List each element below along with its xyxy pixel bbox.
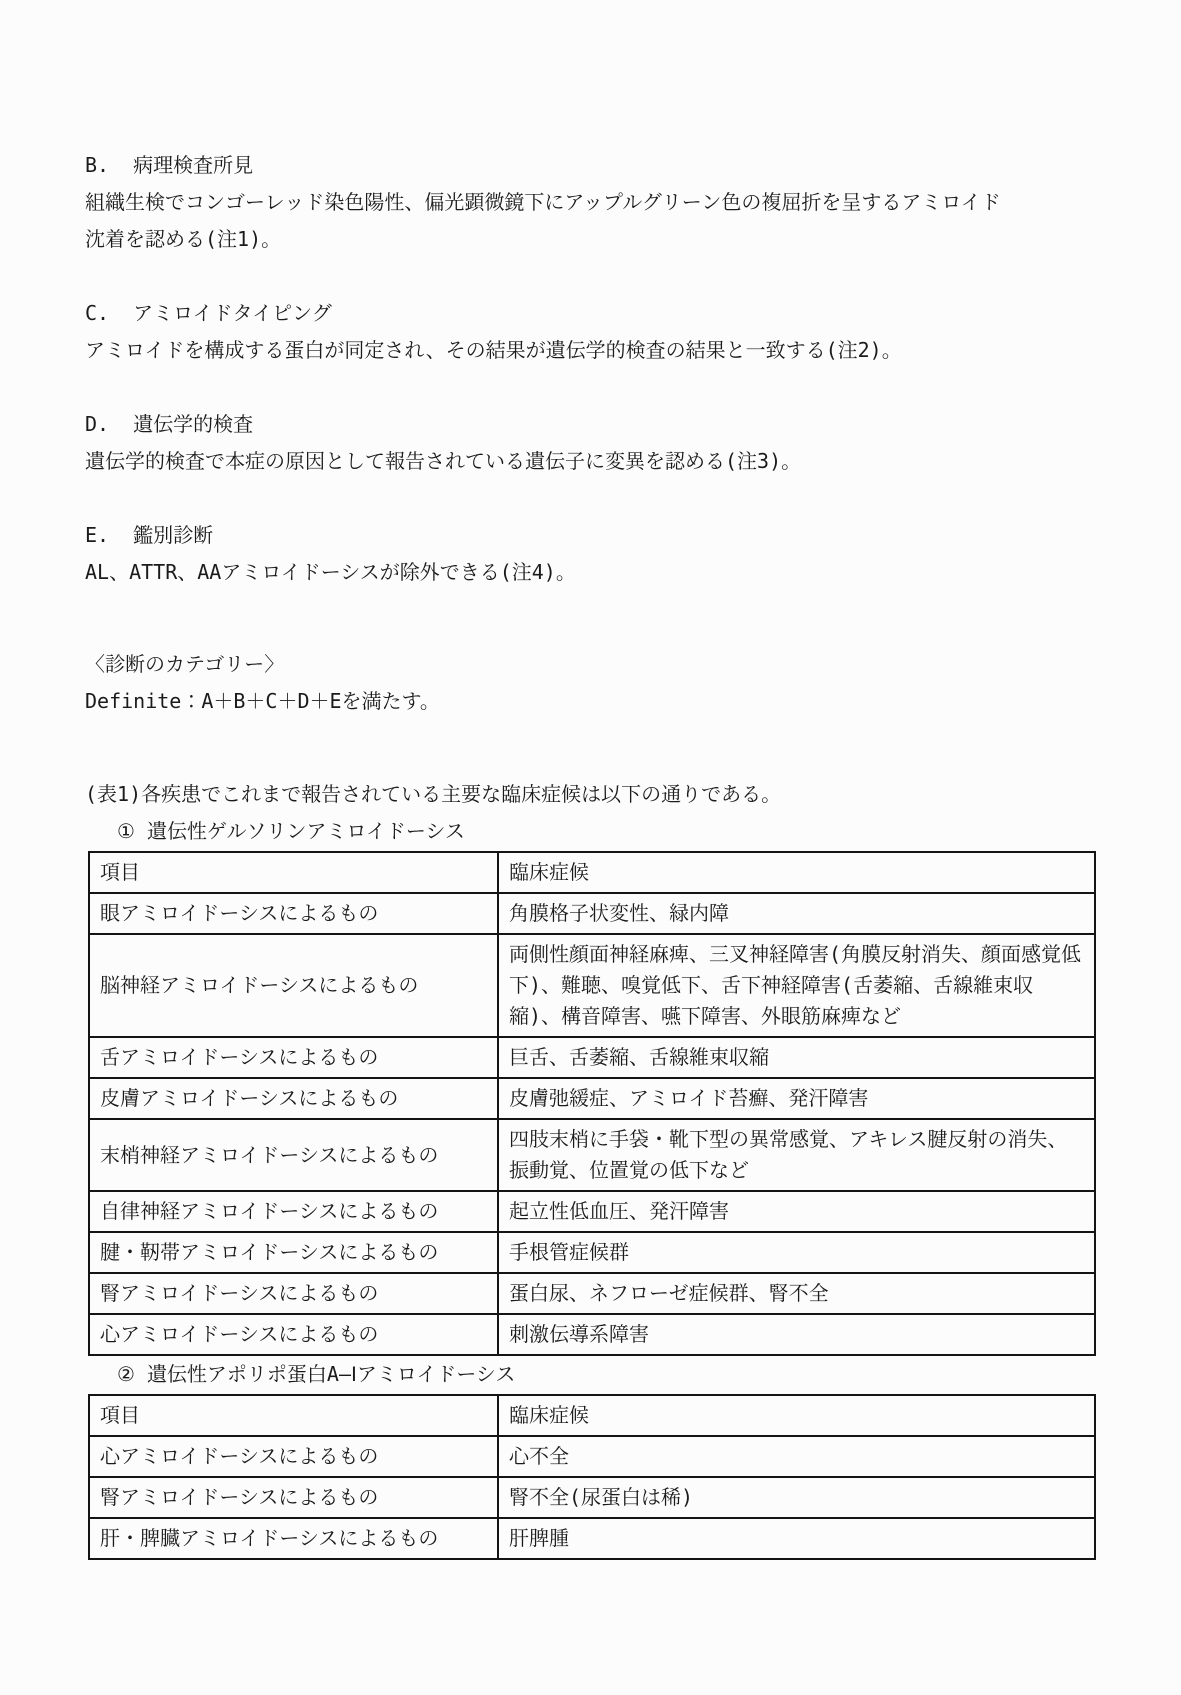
row-symptom-cell: 起立性低血圧、発汗障害 (498, 1191, 1095, 1232)
section-e-heading: E. 鑑別診断 (85, 523, 214, 547)
row-symptom-cell: 両側性顔面神経麻痺、三叉神経障害(角膜反射消失、顔面感覚低下)、難聴、嗅覚低下、舌下神経障害(舌萎縮、舌線維束収縮)、構音障害、嚥下障害、外眼筋麻痺など (498, 934, 1095, 1037)
row-item-cell: 舌アミロイドーシスによるもの (89, 1037, 498, 1078)
table-row (89, 1191, 1095, 1232)
column-header-symptoms: 臨床症候 (498, 1395, 1095, 1436)
table-row (89, 1518, 1095, 1559)
row-item-cell: 肝・脾臓アミロイドーシスによるもの (89, 1518, 498, 1559)
table-row (89, 1232, 1095, 1273)
row-symptom-cell: 四肢末梢に手袋・靴下型の異常感覚、アキレス腱反射の消失、振動覚、位置覚の低下など (498, 1119, 1095, 1191)
section-d-body: 遺伝学的検査で本症の原因として報告されている遺伝子に変異を認める(注3)。 (85, 449, 802, 473)
row-item-cell: 腱・靭帯アミロイドーシスによるもの (89, 1232, 498, 1273)
table-row (89, 1119, 1095, 1191)
row-symptom-cell: 肝脾腫 (498, 1518, 1095, 1559)
table-note: (表1)各疾患でこれまで報告されている主要な臨床症候は以下の通りである。 (85, 782, 782, 806)
row-item-cell: 心アミロイドーシスによるもの (89, 1436, 498, 1477)
row-item-cell: 脳神経アミロイドーシスによるもの (89, 934, 498, 1037)
table2-caption-title: 遺伝性アポリポ蛋白A―Ⅰアミロイドーシス (146, 1362, 516, 1386)
row-symptom-cell: 皮膚弛緩症、アミロイド苔癬、発汗障害 (498, 1078, 1095, 1119)
table1-caption-number: ① (117, 819, 135, 843)
table-row (89, 1037, 1095, 1078)
column-header-symptoms: 臨床症候 (498, 852, 1095, 893)
row-item-cell: 心アミロイドーシスによるもの (89, 1314, 498, 1355)
row-symptom-cell: 腎不全(尿蛋白は稀) (498, 1477, 1095, 1518)
row-symptom-cell: 蛋白尿、ネフローゼ症候群、腎不全 (498, 1273, 1095, 1314)
diagnosis-category-heading: 〈診断のカテゴリー〉 (85, 652, 285, 676)
row-item-cell: 腎アミロイドーシスによるもの (89, 1273, 498, 1314)
table-header-row (89, 852, 1095, 893)
table2-caption-number: ② (117, 1362, 135, 1386)
table1-caption-title: 遺伝性ゲルソリンアミロイドーシス (146, 819, 465, 843)
row-item-cell: 自律神経アミロイドーシスによるもの (89, 1191, 498, 1232)
table-row (89, 1477, 1095, 1518)
row-symptom-cell: 手根管症候群 (498, 1232, 1095, 1273)
column-header-item: 項目 (89, 852, 498, 893)
diagnosis-category-definite: Definite：A＋B＋C＋D＋Eを満たす。 (85, 689, 440, 713)
column-header-item: 項目 (89, 1395, 498, 1436)
table-apolipoprotein-a1-amyloidosis (88, 1394, 1096, 1560)
section-c-body: アミロイドを構成する蛋白が同定され、その結果が遺伝学的検査の結果と一致する(注2)。 (85, 338, 902, 362)
row-symptom-cell: 角膜格子状変性、緑内障 (498, 893, 1095, 934)
table-row (89, 893, 1095, 934)
table-header-row (89, 1395, 1095, 1436)
table-row (89, 1273, 1095, 1314)
row-symptom-cell: 心不全 (498, 1436, 1095, 1477)
document-body (85, 147, 1095, 1560)
section-b-heading: B. 病理検査所見 (85, 153, 254, 177)
row-symptom-cell: 巨舌、舌萎縮、舌線維束収縮 (498, 1037, 1095, 1078)
table-row (89, 1078, 1095, 1119)
section-c-heading: C. アミロイドタイピング (85, 301, 332, 325)
row-symptom-cell: 刺激伝導系障害 (498, 1314, 1095, 1355)
section-e-body: AL、ATTR、AAアミロイドーシスが除外できる(注4)。 (85, 560, 576, 584)
table2-caption (85, 1356, 1095, 1393)
section-d-heading: D. 遺伝学的検査 (85, 412, 254, 436)
table-gelsolin-amyloidosis (88, 851, 1096, 1356)
section-b-body: 組織生検でコンゴーレッド染色陽性、偏光顕微鏡下にアップルグリーン色の複屈折を呈するアミロイド沈着を認める(注1)。 (85, 190, 1001, 251)
table-row (89, 934, 1095, 1037)
row-item-cell: 眼アミロイドーシスによるもの (89, 893, 498, 934)
row-item-cell: 腎アミロイドーシスによるもの (89, 1477, 498, 1518)
row-item-cell: 皮膚アミロイドーシスによるもの (89, 1078, 498, 1119)
table-row (89, 1314, 1095, 1355)
row-item-cell: 末梢神経アミロイドーシスによるもの (89, 1119, 498, 1191)
table-row (89, 1436, 1095, 1477)
table1-caption (85, 813, 1095, 850)
